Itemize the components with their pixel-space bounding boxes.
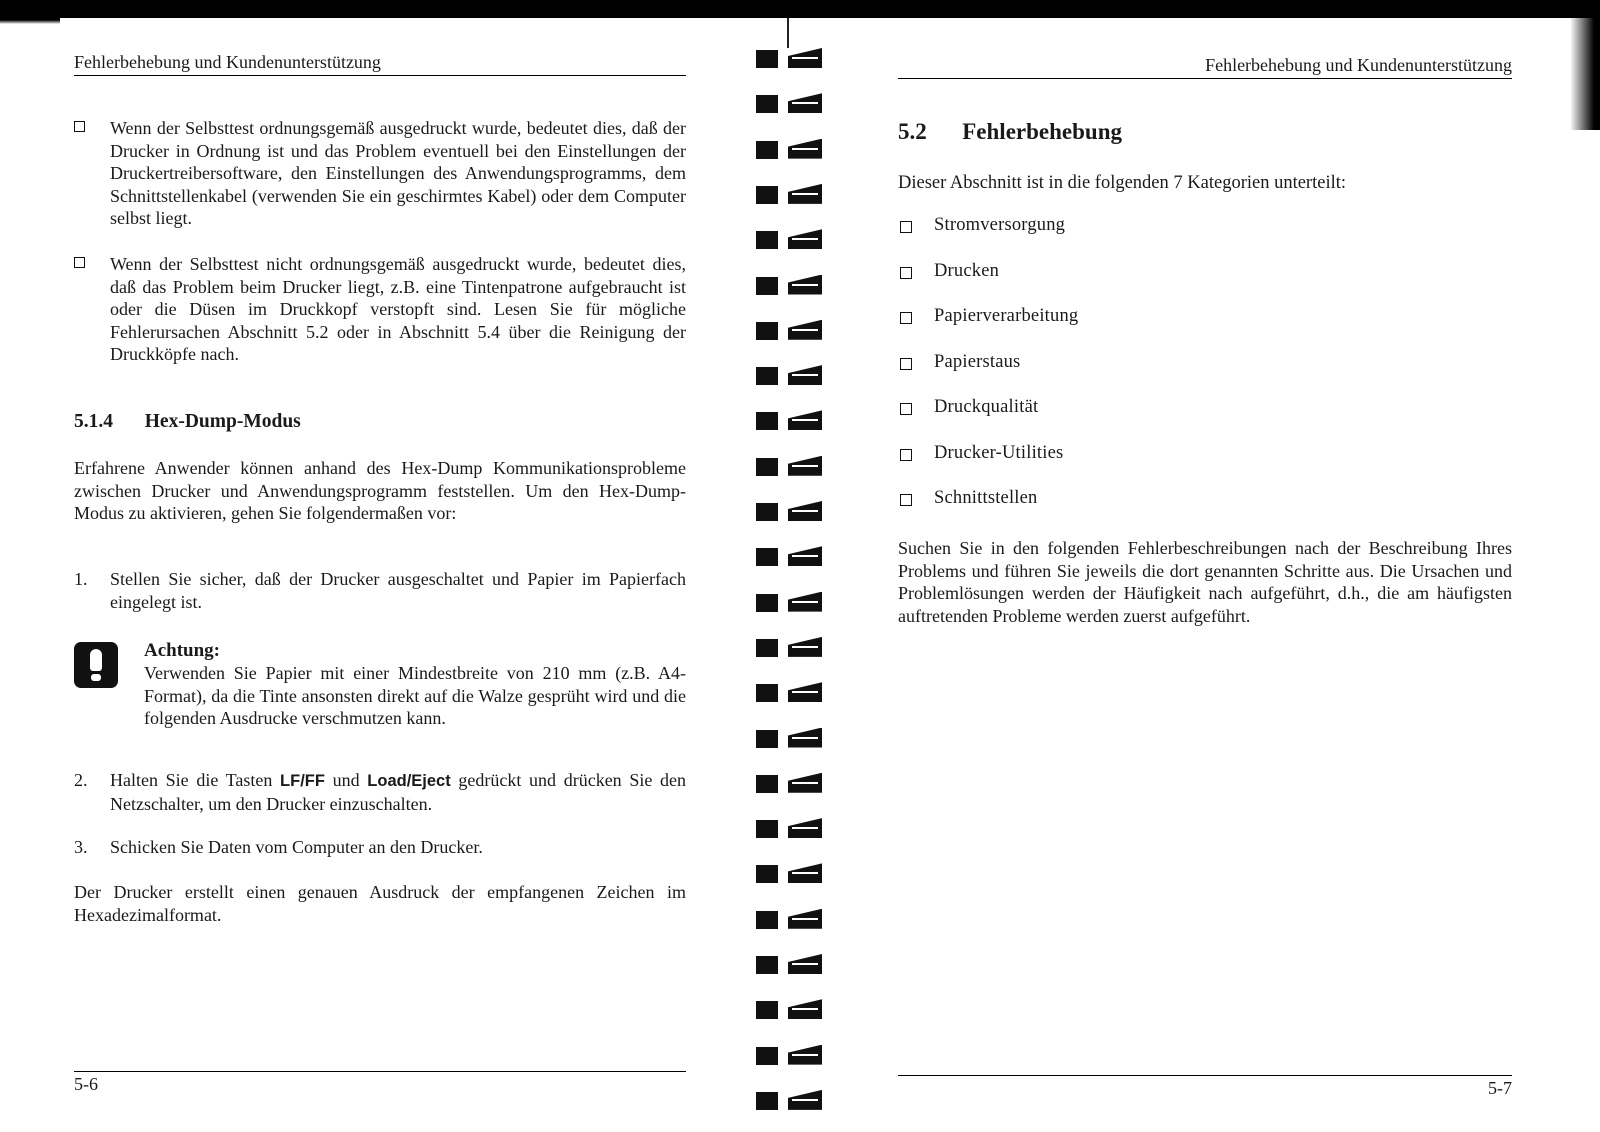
spiral-coil — [756, 726, 826, 752]
spiral-binding — [756, 30, 832, 1130]
key-lf-ff: LF/FF — [280, 772, 325, 790]
closing-paragraph: Suchen Sie in den folgenden Fehlerbeschreibungen nach der Beschreibung Ihres Problems und führen Sie jeweils die dort genannten Schritte aus. Die Ursachen und Problemlösungen werden der Häufigkeit nach aufgeführt, d.h., die am häufigsten auftretenden Probleme werden zuerst aufgeführt. — [898, 538, 1512, 626]
bullet-text: Wenn der Selbsttest ordnungsgemäß ausgedruckt wurde, bedeutet dies, daß der Drucker in Ordnung ist und das Problem eventuell bei den Einstellungen der Druckertreibersoftware, den Einstellungen des Anwendungsprogramms, dem Schnittstellenkabel (verwenden Sie ein geschirmtes Kabel) oder dem Computer selbst liegt. — [110, 118, 686, 228]
right-page — [898, 0, 1512, 1132]
category-item — [898, 443, 1298, 489]
spiral-coil — [756, 363, 826, 389]
section-title: Fehlerbehebung — [962, 119, 1122, 144]
section-number: 5.1.4 — [74, 411, 113, 432]
scan-corner-shadow-left — [0, 18, 60, 28]
bullet-item — [74, 253, 686, 366]
spiral-coil — [756, 227, 826, 253]
checkbox-bullet-icon — [900, 403, 912, 415]
spiral-coil — [756, 454, 826, 480]
category-item — [898, 352, 1298, 398]
page-number-left: 5-6 — [74, 1071, 686, 1095]
step-text-part: und — [324, 770, 368, 790]
closing-paragraph: Der Drucker erstellt einen genauen Ausdruck der empfangenen Zeichen im Hexadezimalformat. — [74, 882, 686, 925]
step-text: Schicken Sie Daten vom Computer an den Drucker. — [110, 837, 483, 857]
category-list — [898, 215, 1298, 534]
step-text-part: Halten Sie die Tasten — [110, 770, 281, 790]
caution-text: Verwenden Sie Papier mit einer Mindestbreite von 210 mm (z.B. A4-Format), da die Tinte ansonsten direkt auf die Walze gesprüht wird und die folgenden Ausdrucke verschmutzen kann. — [144, 663, 686, 728]
spiral-coil — [756, 544, 826, 570]
step-item — [74, 568, 686, 613]
intro-paragraph: Erfahrene Anwender können anhand des Hex-Dump Kommunikationsprobleme zwischen Drucker und Anwendungsprogramm feststellen. Um den Hex-Dump-Modus zu aktivieren, gehen Sie folgendermaßen vor: — [74, 458, 686, 523]
step-number: 2. — [74, 770, 88, 790]
checkbox-bullet-icon — [900, 494, 912, 506]
scan-corner-shadow-right — [1560, 0, 1600, 130]
spiral-coil — [756, 182, 826, 208]
checkbox-bullet-icon — [74, 257, 85, 268]
bullet-item — [74, 117, 686, 230]
category-label: Papierverarbeitung — [934, 306, 1079, 326]
step-text: Stellen Sie sicher, daß der Drucker ausgeschaltet und Papier im Papierfach eingelegt ist. — [110, 569, 686, 612]
checkbox-bullet-icon — [74, 121, 85, 132]
caution-icon — [74, 642, 118, 688]
bullet-text: Wenn der Selbsttest nicht ordnungsgemäß ausgedruckt wurde, bedeutet dies, daß das Problem beim Drucker liegt, z.B. eine Tintenpatrone aufgebraucht ist oder die Düsen im Druckkopf verstopft sind. Lesen Sie für mögliche Fehlerursachen Abschnitt 5.2 oder in Abschnitt 5.4 über die Reinigung der Druckköpfe nach. — [110, 254, 686, 364]
spiral-coil — [756, 46, 826, 72]
step-text-part: gedrückt und drücken Sie den Netzschalter, um den Drucker einzuschalten. — [110, 770, 687, 814]
category-item — [898, 397, 1298, 443]
section-number: 5.2 — [898, 119, 927, 144]
page-number-right: 5-7 — [898, 1075, 1512, 1099]
spiral-coil — [756, 408, 826, 434]
spiral-coil — [756, 952, 826, 978]
spiral-coil — [756, 137, 826, 163]
category-label: Druckqualität — [934, 397, 1039, 417]
intro-paragraph: Dieser Abschnitt ist in die folgenden 7 Kategorien unterteilt: — [898, 173, 1347, 193]
spiral-coil — [756, 680, 826, 706]
key-load-eject: Load/Eject — [367, 772, 451, 790]
category-label: Papierstaus — [934, 351, 1021, 372]
step-item — [74, 769, 686, 815]
left-page — [74, 0, 686, 1132]
spiral-coil — [756, 1088, 826, 1114]
checkbox-bullet-icon — [900, 358, 912, 370]
category-label: Stromversorgung — [934, 215, 1066, 235]
step-item — [74, 836, 686, 859]
step-text — [110, 769, 686, 815]
category-item — [898, 306, 1298, 352]
spiral-coil — [756, 590, 826, 616]
section-heading — [74, 411, 301, 433]
checkbox-bullet-icon — [900, 449, 912, 461]
spiral-coil — [756, 635, 826, 661]
category-label: Schnittstellen — [934, 488, 1038, 508]
category-item — [898, 488, 1298, 534]
spiral-coil — [756, 816, 826, 842]
running-head-right: Fehlerbehebung und Kundenunterstützung — [898, 55, 1512, 79]
spiral-coil — [756, 907, 826, 933]
caution-block — [144, 640, 686, 730]
caution-title: Achtung: — [144, 640, 221, 661]
section-heading — [898, 119, 1122, 145]
spiral-coil — [756, 499, 826, 525]
running-head-left: Fehlerbehebung und Kundenunterstützung — [74, 52, 686, 76]
spiral-coil — [756, 771, 826, 797]
spiral-coil — [756, 997, 826, 1023]
category-item — [898, 261, 1298, 307]
spiral-coil — [756, 861, 826, 887]
category-item — [898, 215, 1298, 261]
checkbox-bullet-icon — [900, 221, 912, 233]
spiral-coil — [756, 318, 826, 344]
section-title: Hex-Dump-Modus — [144, 411, 301, 432]
checkbox-bullet-icon — [900, 267, 912, 279]
spiral-coil — [756, 91, 826, 117]
checkbox-bullet-icon — [900, 312, 912, 324]
step-number: 1. — [74, 569, 88, 589]
spiral-coil — [756, 273, 826, 299]
category-label: Drucker-Utilities — [934, 442, 1064, 463]
category-label: Drucken — [934, 260, 1000, 281]
spiral-coil — [756, 1043, 826, 1069]
step-number: 3. — [74, 837, 88, 857]
